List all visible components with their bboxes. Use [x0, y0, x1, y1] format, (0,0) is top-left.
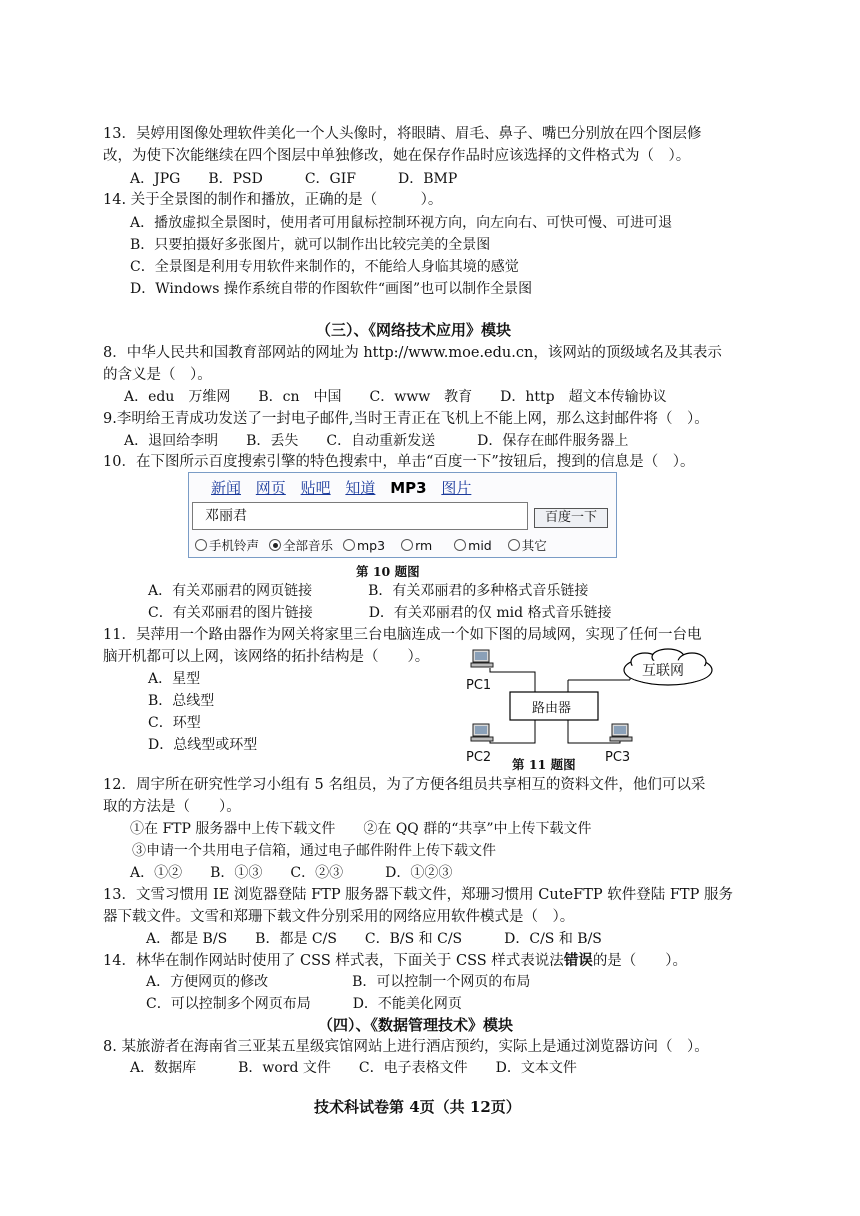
q13b-options: A．都是 B/S B．都是 C/S C．B/S 和 C/S D．C/S 和 B/S	[146, 931, 602, 947]
q13a-options: A．JPG B．PSD C．GIF D．BMP	[130, 171, 458, 187]
q14a-option-c: C．全景图是利用专用软件来制作的，不能给人身临其境的感觉	[130, 259, 519, 275]
q12-method-3: ③申请一个共用电子信箱，通过电子邮件附件上传下载文件	[132, 843, 496, 859]
section-4-title: （四）、《数据管理技术》模块	[318, 1016, 514, 1034]
radio-all-music[interactable]	[269, 536, 333, 554]
radio-circle-icon	[343, 539, 355, 551]
radio-circle-icon	[401, 539, 413, 551]
q14a-option-b: B．只要拍摄好多张图片，就可以制作出比较完美的全景图	[130, 237, 491, 253]
q14b-options-ab: A．方便网页的修改 B．可以控制一个网页的布局	[146, 974, 531, 990]
tab-images[interactable]: 图片	[441, 479, 472, 497]
radio-selected-icon	[269, 539, 281, 551]
q14b-stem-pre: 14．林华在制作网站时使用了 CSS 样式表，下面关于 CSS 样式表说法	[103, 953, 564, 969]
q12-method-1-2: ①在 FTP 服务器中上传下载文件 ②在 QQ 群的“共享”中上传下载文件	[130, 821, 592, 837]
radio-mp3[interactable]	[343, 538, 385, 553]
q14b-stem	[103, 951, 687, 971]
search-button[interactable]: 百度一下	[534, 508, 608, 528]
network-diagram	[460, 648, 720, 773]
q11-option-a: A．星型	[148, 671, 201, 687]
q8a-line1: 8．中华人民共和国教育部网站的网址为 http://www.moe.edu.cn，该网站的顶级域名及其表示	[103, 345, 722, 361]
radio-label: 全部音乐	[283, 538, 334, 553]
q8b-options: A．数据库 B．word 文件 C．电子表格文件 D．文本文件	[130, 1060, 577, 1076]
q11-line2: 脑开机都可以上网，该网络的拓扑结构是（ ）。	[103, 649, 430, 665]
q8a-options: A．edu 万维网 B．cn 中国 C．www 教育 D．http 超文本传输协议	[124, 389, 667, 405]
q12-line1: 12．周宇所在研究性学习小组有 5 名组员，为了方便各组员共享相互的资料文件，他们可以采	[103, 777, 706, 793]
q14b-emphasis: 错误	[563, 952, 593, 969]
q10-stem: 10．在下图所示百度搜索引擎的特色搜索中，单击“百度一下”按钮后，搜到的信息是（ ）。	[103, 454, 695, 470]
q10-figure-caption: 第 10 题图	[356, 564, 420, 579]
router-label: 路由器	[532, 701, 572, 716]
radio-ringtone[interactable]	[195, 536, 259, 554]
radio-label: 手机铃声	[209, 538, 260, 553]
pc1-computer-icon	[471, 650, 493, 667]
page-footer: 技术科试卷第 4页（共 12页）	[314, 1098, 521, 1116]
q8a-line2: 的含义是（ ）。	[103, 367, 212, 383]
q10-options-cd: C．有关邓丽君的图片链接 D．有关邓丽君的仅 mid 格式音乐链接	[148, 605, 612, 621]
q10-options-ab: A．有关邓丽君的网页链接 B．有关邓丽君的多种格式音乐链接	[148, 583, 589, 599]
q13a-line1: 13．吴婷用图像处理软件美化一个人头像时，将眼睛、眉毛、鼻子、嘴巴分别放在四个图层修	[103, 126, 702, 142]
radio-mid[interactable]	[454, 538, 492, 553]
q12-line2: 取的方法是（ ）。	[103, 799, 241, 815]
q8b-stem: 8. 某旅游者在海南省三亚某五星级宾馆网站上进行酒店预约，实际上是通过浏览器访问（ ）。	[103, 1039, 709, 1055]
tab-web[interactable]: 网页	[255, 479, 286, 497]
radio-label: mp3	[357, 538, 386, 553]
q11-option-c: C．环型	[148, 715, 201, 731]
internet-label: 互联网	[642, 663, 684, 679]
music-type-radios	[195, 536, 553, 554]
pc2-computer-icon	[471, 724, 493, 741]
baidu-search-figure	[188, 472, 617, 558]
q14b-options-cd: C．可以控制多个网页布局 D．不能美化网页	[146, 996, 462, 1012]
radio-circle-icon	[508, 539, 520, 551]
q12-options: A．①② B．①③ C．②③ D．①②③	[130, 865, 453, 881]
tab-tieba[interactable]: 贴吧	[300, 479, 331, 497]
q9-stem: 9.李明给王青成功发送了一封电子邮件,当时王青正在飞机上不能上网，那么这封邮件将（ ）。	[103, 411, 709, 427]
pc2-label: PC2	[466, 750, 492, 765]
radio-circle-icon	[195, 539, 207, 551]
pc1-label: PC1	[466, 678, 492, 693]
q11-option-b: B．总线型	[148, 693, 215, 709]
tab-zhidao[interactable]: 知道	[345, 479, 376, 497]
q11-line1: 11．吴萍用一个路由器作为网关将家里三台电脑连成一个如下图的局域网，实现了任何一台电	[103, 627, 702, 643]
q14a-stem: 14. 关于全景图的制作和播放，正确的是（ ）。	[103, 192, 443, 208]
q13b-line2: 器下载文件。文雪和郑珊下载文件分别采用的网络应用软件模式是（ ）。	[103, 909, 575, 925]
q13b-line1: 13．文雪习惯用 IE 浏览器登陆 FTP 服务器下载文件，郑珊习惯用 CuteFTP 软件登陆 FTP 服务	[103, 887, 733, 903]
pc3-label: PC3	[605, 750, 631, 765]
pc3-computer-icon	[610, 724, 632, 741]
section-3-title: （三）、《网络技术应用》模块	[316, 321, 512, 339]
baidu-tabs	[211, 477, 481, 498]
search-input[interactable]: 邓丽君	[192, 502, 528, 530]
radio-label: 其它	[521, 538, 547, 553]
q14a-option-d: D．Windows 操作系统自带的作图软件“画图”也可以制作全景图	[130, 281, 533, 297]
radio-label: rm	[415, 538, 433, 553]
q13a-line2: 改，为使下次能继续在四个图层中单独修改，她在保存作品时应该选择的文件格式为（ ）。	[103, 148, 691, 164]
q11-figure-caption: 第 11 题图	[512, 757, 576, 772]
radio-label: mid	[468, 538, 492, 553]
tab-mp3[interactable]: MP3	[390, 479, 427, 497]
radio-circle-icon	[454, 539, 466, 551]
q14a-option-a: A．播放虚拟全景图时，使用者可用鼠标控制环视方向，向左向右、可快可慢、可进可退	[130, 215, 673, 231]
q14b-stem-post: 的是（ ）。	[592, 953, 688, 969]
q9-options: A．退回给李明 B．丢失 C．自动重新发送 D．保存在邮件服务器上	[124, 433, 629, 449]
radio-rm[interactable]	[401, 538, 432, 553]
q11-option-d: D．总线型或环型	[148, 737, 258, 753]
tab-news[interactable]: 新闻	[211, 479, 242, 497]
radio-other[interactable]	[508, 536, 547, 554]
